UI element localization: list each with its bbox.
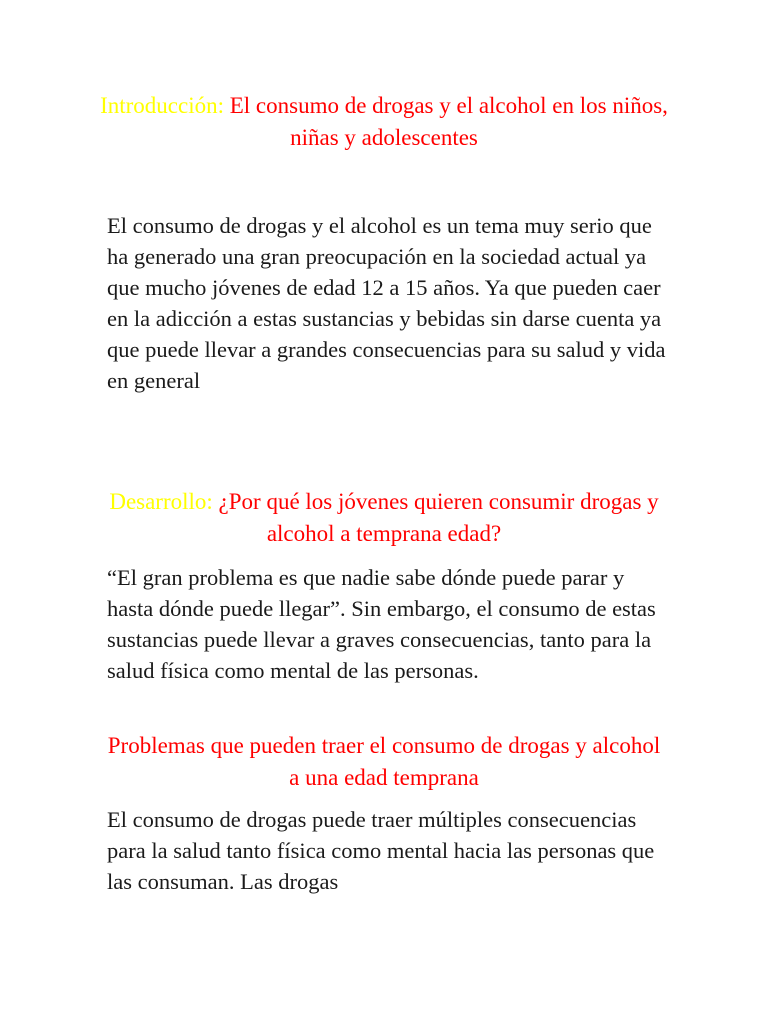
problemas-heading	[100, 730, 668, 794]
desarrollo-paragraph: “El gran problema es que nadie sabe dónde puede parar y hasta dónde puede llegar”. Sin embargo, el consumo de estas sustancias puede llevar a graves consecuencias, tanto para la salud física como mental de las personas.	[107, 565, 656, 683]
intro-label: Introducción:	[100, 93, 224, 118]
desarrollo-title: ¿Por qué los jóvenes quieren consumir drogas y alcohol a temprana edad?	[212, 489, 659, 546]
intro-title: El consumo de drogas y el alcohol en los niños, niñas y adolescentes	[223, 93, 668, 150]
intro-heading	[100, 90, 668, 154]
problemas-paragraph: El consumo de drogas puede traer múltiples consecuencias para la salud tanto física como mental hacia las personas que las consuman. Las drogas	[107, 807, 655, 894]
problemas-title: Problemas que pueden traer el consumo de drogas y alcohol a una edad temprana	[107, 733, 661, 790]
desarrollo-label: Desarrollo:	[109, 489, 213, 514]
desarrollo-heading	[100, 486, 668, 550]
intro-paragraph: El consumo de drogas y el alcohol es un tema muy serio que ha generado una gran preocupación en la sociedad actual ya que mucho jóvenes de edad 12 a 15 años. Ya que pueden caer en la adicción a estas sustancias y bebidas sin darse cuenta ya que puede llevar a grandes consecuencias para su salud y vida en general	[107, 213, 666, 393]
